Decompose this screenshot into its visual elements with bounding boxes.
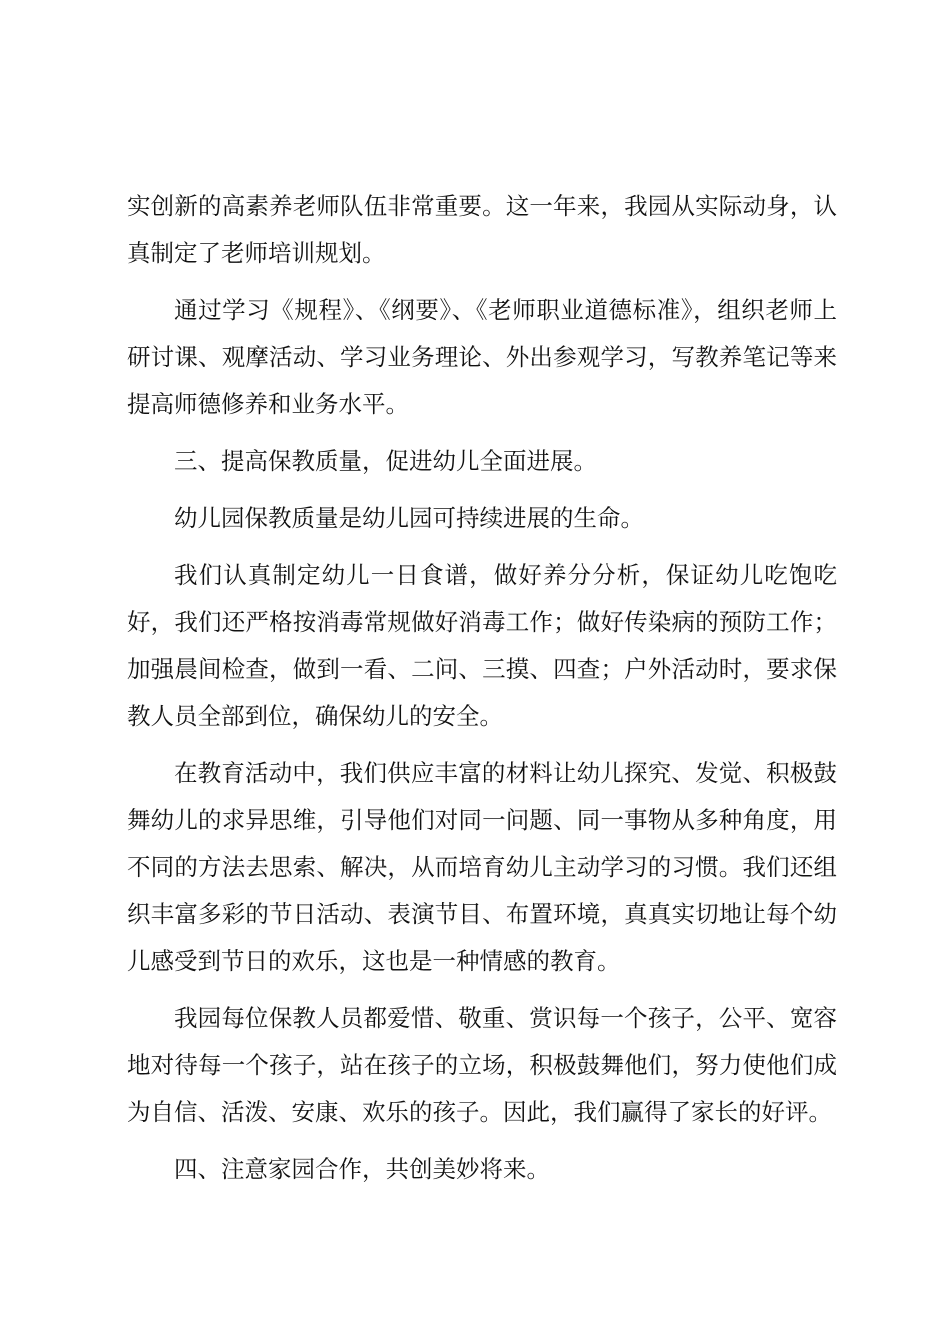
paragraph: 我园每位保教人员都爱惜、敬重、赏识每一个孩子，公平、宽容地对待每一个孩子，站在孩子的立场，积极鼓舞他们，努力使他们成为自信、活泼、安康、欢乐的孩子。因此，我们赢得了家长的好评。 xyxy=(127,1004,837,1126)
paragraph: 我们认真制定幼儿一日食谱，做好养分分析，保证幼儿吃饱吃好，我们还严格按消毒常规做好消毒工作；做好传染病的预防工作；加强晨间检查，做到一看、二问、三摸、四查；户外活动时，要求保教人员全部到位，确保幼儿的安全。 xyxy=(127,561,837,730)
section-heading: 四、注意家园合作，共创美妙将来。 xyxy=(174,1155,550,1183)
section-heading: 三、提高保教质量，促进幼儿全面进展。 xyxy=(174,447,597,475)
paragraph: 在教育活动中，我们供应丰富的材料让幼儿探究、发觉、积极鼓舞幼儿的求异思维，引导他们对同一问题、同一事物从多种角度，用不同的方法去思索、解决，从而培育幼儿主动学习的习惯。我们还组织丰富多彩的节日活动、表演节目、布置环境，真真实切地让每个幼儿感受到节日的欢乐，这也是一种情感的教育。 xyxy=(127,759,837,975)
document-body xyxy=(127,183,837,1203)
paragraph: 通过学习《规程》、《纲要》、《老师职业道德标准》，组织老师上研讨课、观摩活动、学习业务理论、外出参观学习，写教养笔记等来提高师德修养和业务水平。 xyxy=(127,296,837,418)
paragraph: 实创新的高素养老师队伍非常重要。这一年来，我园从实际动身，认真制定了老师培训规划。 xyxy=(127,192,837,267)
paragraph: 幼儿园保教质量是幼儿园可持续进展的生命。 xyxy=(174,504,644,532)
